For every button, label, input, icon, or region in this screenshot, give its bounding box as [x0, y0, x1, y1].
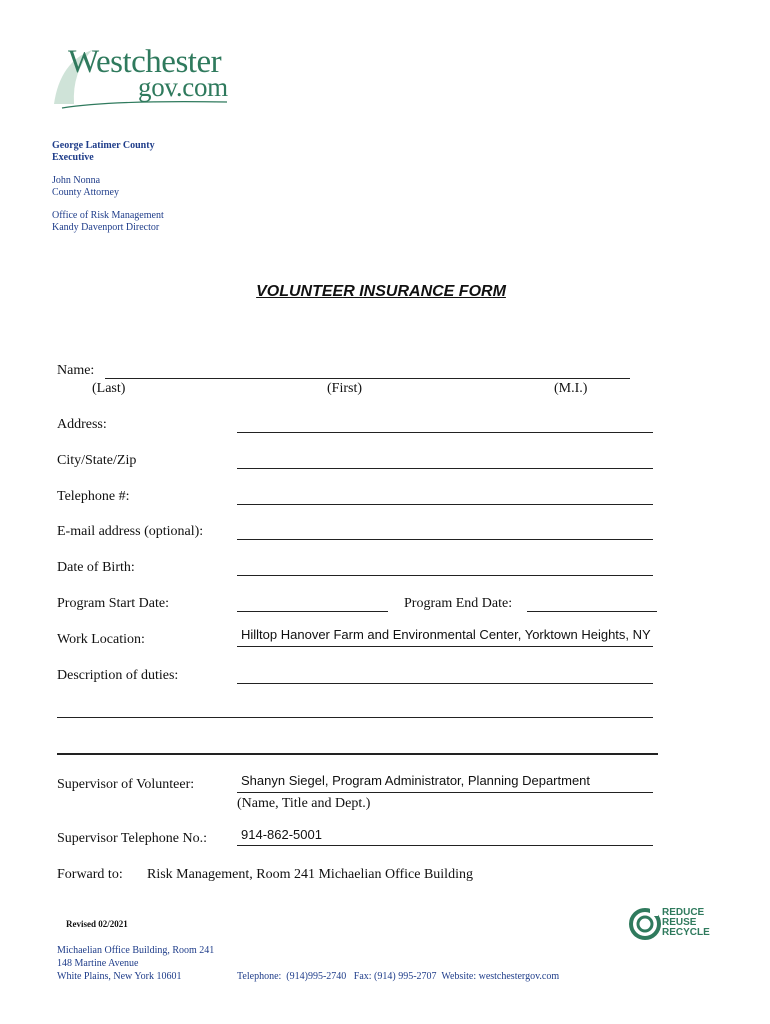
duties-label: Description of duties: — [57, 668, 179, 683]
city-label: City/State/Zip — [57, 453, 137, 468]
logo-text-gov: gov.com — [138, 72, 228, 102]
footer-address-line2: 148 Martine Avenue — [57, 958, 139, 969]
email-label: E-mail address (optional): — [57, 524, 204, 539]
logo-text-westchester: Westchester — [68, 44, 222, 80]
office-name: Office of Risk Management — [52, 210, 164, 221]
forward-label: Forward to: — [57, 867, 123, 882]
start-date-label: Program Start Date: — [57, 596, 169, 611]
supervisor-phone-label: Supervisor Telephone No.: — [57, 831, 208, 846]
name-mi-hint: (M.I.) — [554, 381, 588, 396]
work-location-value: Hilltop Hanover Farm and Environmental Center, Yorktown Heights, NY — [241, 627, 651, 642]
recycle-text-reuse: REUSE — [662, 917, 697, 928]
footer-address-line1: Michaelian Office Building, Room 241 — [57, 945, 215, 956]
executive-title: Executive — [52, 152, 94, 163]
footer-contact: Telephone: (914)995-2740 Fax: (914) 995-2707 Website: westchestergov.com — [237, 971, 560, 982]
duties-field-line2[interactable] — [57, 702, 653, 718]
city-field[interactable] — [237, 453, 653, 469]
executive-name: George Latimer County — [52, 140, 155, 151]
recycle-text-reduce: REDUCE — [662, 907, 705, 918]
name-last-hint: (Last) — [92, 381, 126, 396]
footer-address-line3: White Plains, New York 10601 — [57, 971, 182, 982]
name-label: Name: — [57, 363, 95, 378]
name-field[interactable] — [105, 363, 630, 379]
work-location-label: Work Location: — [57, 632, 145, 647]
email-field[interactable] — [237, 524, 653, 540]
address-field[interactable] — [237, 417, 653, 433]
revised-date: Revised 02/2021 — [66, 919, 128, 929]
address-label: Address: — [57, 417, 107, 432]
duties-field-line1[interactable] — [237, 668, 653, 684]
telephone-label: Telephone #: — [57, 489, 130, 504]
telephone-field[interactable] — [237, 489, 653, 505]
recycle-icon — [628, 907, 664, 943]
recycle-text-recycle: RECYCLE — [662, 927, 710, 938]
dob-label: Date of Birth: — [57, 560, 135, 575]
attorney-name: John Nonna — [52, 175, 101, 186]
recycle-logo — [628, 906, 708, 944]
name-first-hint: (First) — [327, 381, 362, 396]
form-title: VOLUNTEER INSURANCE FORM — [256, 283, 506, 300]
start-date-field[interactable] — [237, 596, 388, 612]
forward-value: Risk Management, Room 241 Michaelian Office Building — [147, 867, 473, 882]
supervisor-value: Shanyn Siegel, Program Administrator, Planning Department — [241, 773, 591, 788]
supervisor-hint: (Name, Title and Dept.) — [237, 796, 371, 811]
attorney-title: County Attorney — [52, 187, 119, 198]
supervisor-label: Supervisor of Volunteer: — [57, 777, 195, 792]
dob-field[interactable] — [237, 560, 653, 576]
end-date-label: Program End Date: — [404, 596, 513, 611]
director-name: Kandy Davenport Director — [52, 222, 160, 233]
duties-field-line3[interactable] — [57, 738, 658, 755]
westchester-logo — [52, 42, 242, 112]
supervisor-phone-value: 914-862-5001 — [241, 827, 322, 842]
end-date-field[interactable] — [527, 596, 657, 612]
